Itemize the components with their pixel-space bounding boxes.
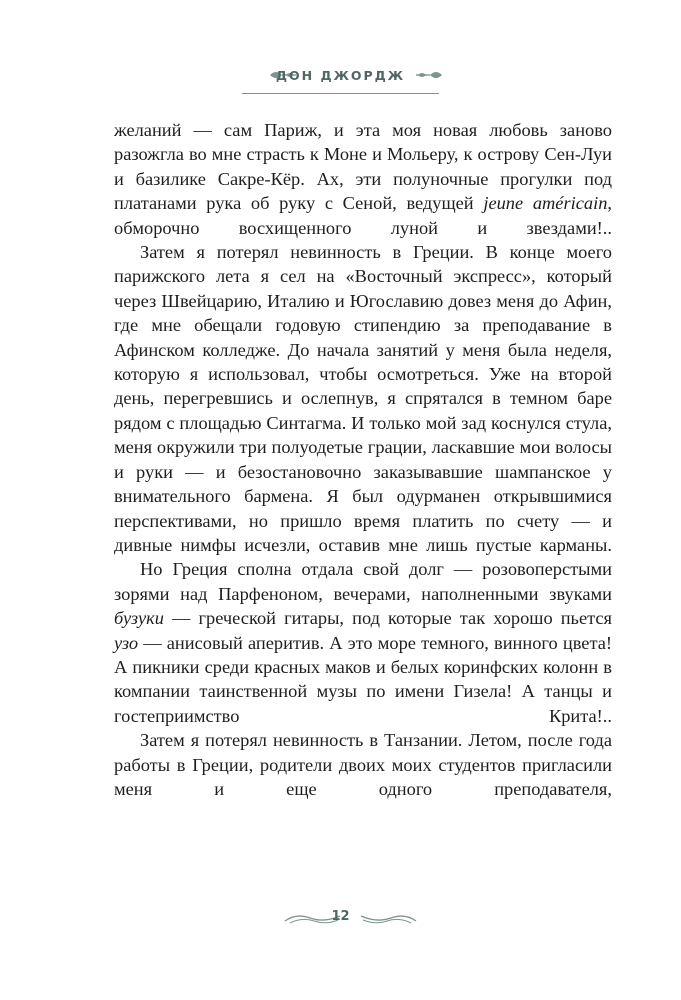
body-text	[114, 118, 612, 801]
page-footer	[0, 904, 681, 934]
leaf-flourish-icon	[414, 68, 444, 82]
paragraph-3-part-1: Но Греция сполна отдала свой долг — розовоперстыми зорями над Парфеноном, вечерами, наполненными звуками	[114, 559, 612, 604]
running-header	[0, 64, 681, 104]
paragraph-3-part-3: — анисовый аперитив. А это море темного, винного цвета! А пикники среди красных маков и белых коринфских колонн в компании таинственной музы по имени Гизела! А танцы и гостеприимство Крита!..	[114, 632, 612, 726]
running-title: ДОН ДЖОРДЖ	[275, 68, 406, 83]
paragraph-3-part-2: — греческой гитары, под которые так хорошо пьется	[163, 608, 612, 629]
wave-flourish-icon	[359, 908, 417, 928]
paragraph-3	[114, 557, 612, 728]
paragraph-2: Затем я потерял невинность в Греции. В конце моего парижского лета я сел на «Восточный экспресс», который через Швейцарию, Италию и Югославию довез меня до Афин, где мне обещали годовую стипендию за преподавание в Афинском колледже. До начала занятий у меня была неделя, которую я использовал, чтобы осмотреться. Уже на второй день, перегревшись и ослепнув, я спрятался в темном баре рядом с площадью Синтагма. И только мой зад коснулся стула, меня окружили три полуодетые грации, ласкавшие мои волосы и руки — и безостановочно заказывавшие шампанское у внимательного бармена. Я был одурманен открывшимися перспективами, но пришло время платить по счету — и дивные нимфы исчезли, оставив мне лишь пустые карманы.	[114, 242, 612, 555]
paragraph-3-italic-2: узо	[114, 632, 139, 653]
paragraph-1-text: желаний — сам Париж, и эта моя новая любовь заново разожгла во мне страсть к Моне и Мольеру, к острову Сен-Луи и базилике Сакре-Кёр. Ах, эти полуночные прогулки под платанами рука об руку с Сеной, ведущей	[114, 120, 612, 214]
header-divider	[242, 93, 439, 94]
paragraph-1-rest: , обморочно восхищенного луной и звездами!..	[114, 193, 612, 238]
paragraph-4: Затем я потерял невинность в Танзании. Летом, после года работы в Греции, родители двоих моих студентов пригласили меня и еще одного преподавателя,	[114, 730, 612, 799]
paragraph-3-italic-1: бузуки	[114, 608, 164, 629]
page-number: 12	[331, 909, 350, 924]
paragraph-1	[114, 118, 612, 240]
paragraph-1-italic: jeune américain	[483, 193, 608, 214]
